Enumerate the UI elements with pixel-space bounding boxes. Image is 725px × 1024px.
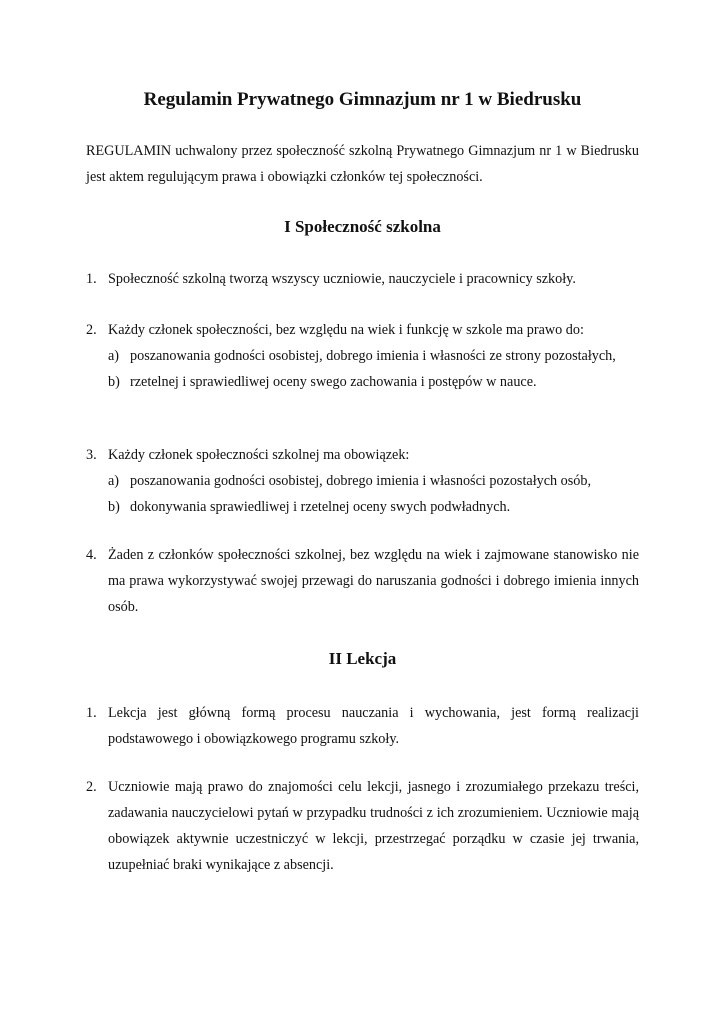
- sub-item: [108, 468, 639, 494]
- list-item: [86, 317, 639, 395]
- sub-item: [108, 369, 639, 395]
- sub-item: [108, 494, 639, 520]
- item-number: 1.: [86, 271, 97, 287]
- item-text: Każdy członek społeczności, bez względu na wiek i funkcję w szkole ma prawo do:: [108, 322, 584, 338]
- sub-item-text: poszanowania godności osobistej, dobrego imienia i własności ze strony pozostałych,: [130, 348, 616, 364]
- sub-item-label: b): [108, 374, 120, 390]
- item-number: 4.: [86, 547, 97, 563]
- list-item: [86, 442, 639, 520]
- item-number: 2.: [86, 322, 97, 338]
- sub-item-text: poszanowania godności osobistej, dobrego imienia i własności pozostałych osób,: [130, 473, 592, 489]
- item-text: Każdy członek społeczności szkolnej ma obowiązek:: [108, 447, 410, 463]
- item-text: Żaden z członków społeczności szkolnej, bez względu na wiek i zajmowane stanowisko nie ma prawa wykorzystywać swojej przewagi do naruszania godności i dobrego imienia innych osób.: [108, 547, 639, 615]
- list-item: [86, 266, 639, 292]
- item-number: 2.: [86, 779, 97, 795]
- sub-item-text: rzetelnej i sprawiedliwej oceny swego zachowania i postępów w nauce.: [130, 374, 537, 390]
- item-number: 3.: [86, 447, 97, 463]
- list-item: [86, 700, 639, 752]
- sub-item-label: b): [108, 499, 120, 515]
- sub-item-label: a): [108, 348, 120, 364]
- item-number: 1.: [86, 705, 97, 721]
- sub-item-text: dokonywania sprawiedliwej i rzetelnej oceny swych podwładnych.: [130, 499, 511, 515]
- section-heading-1: I Społeczność szkolna: [284, 217, 441, 236]
- intro-paragraph: REGULAMIN uchwalony przez społeczność szkolną Prywatnego Gimnazjum nr 1 w Biedrusku jest aktem regulującym prawa i obowiązki członków tej społeczności.: [86, 143, 639, 185]
- item-text: Lekcja jest główną formą procesu nauczania i wychowania, jest formą realizacji podstawowego i obowiązkowego programu szkoły.: [108, 705, 639, 747]
- document-title: Regulamin Prywatnego Gimnazjum nr 1 w Biedrusku: [143, 89, 582, 110]
- section-heading-2: II Lekcja: [328, 649, 397, 668]
- item-text: Uczniowie mają prawo do znajomości celu lekcji, jasnego i zrozumiałego przekazu treści, zadawania nauczycielowi pytań w przypadku trudności z ich zrozumieniem. Uczniowie mają obowiązek aktywnie uczestniczyć w lekcji, przestrzegać porządku w czasie jej trwania, uzupełniać braki wynikające z absencji.: [108, 779, 639, 873]
- list-item: [86, 774, 639, 878]
- sub-item-label: a): [108, 473, 120, 489]
- list-item: [86, 542, 639, 620]
- sub-item: [108, 343, 639, 369]
- item-text: Społeczność szkolną tworzą wszyscy uczniowie, nauczyciele i pracownicy szkoły.: [108, 271, 576, 287]
